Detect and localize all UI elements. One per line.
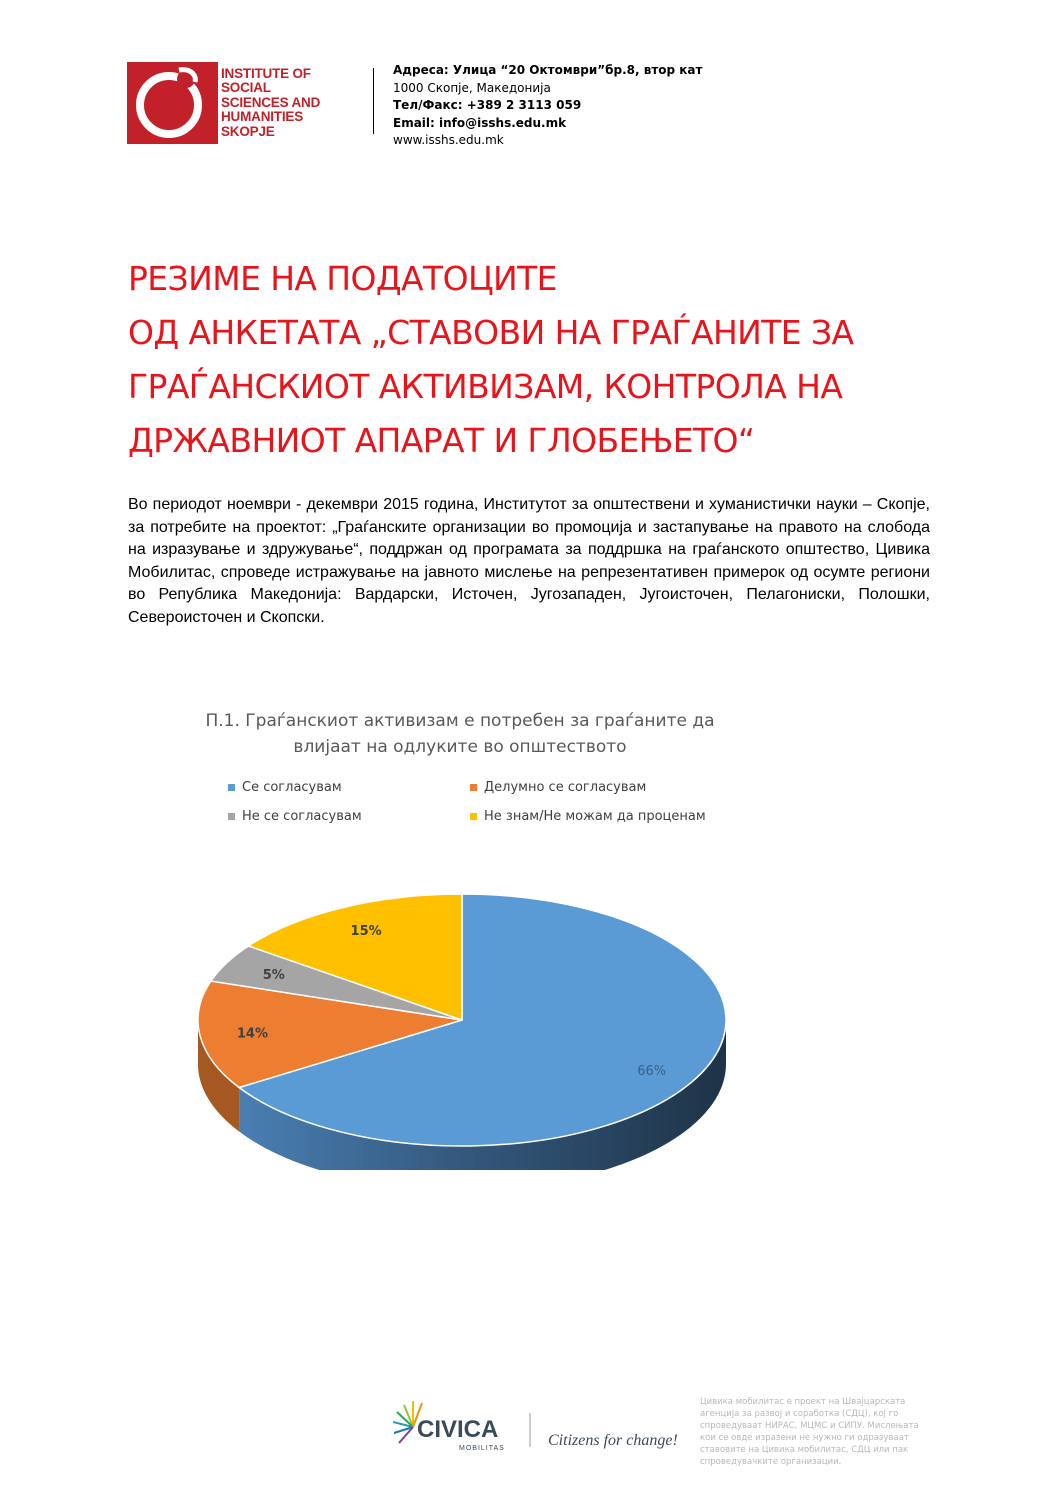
legend-item-disagree xyxy=(228,809,362,824)
civica-wordmark: CIVICA xyxy=(417,1416,499,1443)
legend-swatch xyxy=(228,813,235,820)
email-link[interactable]: Email: info@isshs.edu.mk xyxy=(393,115,567,130)
legend-swatch xyxy=(228,784,235,791)
slogan: Citizens for change! xyxy=(548,1432,678,1449)
contact-block xyxy=(393,62,702,150)
header-divider xyxy=(373,68,374,134)
title-line: РЕЗИМЕ НА ПОДАТОЦИТЕ xyxy=(128,259,557,298)
legend-item-partly-agree xyxy=(470,780,646,795)
title-line: ДРЖАВНИОТ АПАРАТ И ГЛОБЕЊЕТО“ xyxy=(128,421,755,460)
pie-chart xyxy=(180,870,760,1170)
legend-swatch xyxy=(470,813,477,820)
title-line: ГРАЃАНСКИОТ АКТИВИЗАМ, КОНТРОЛА НА xyxy=(128,367,843,406)
pie-tops xyxy=(198,894,726,1146)
document-title xyxy=(128,252,928,468)
city-line: 1000 Скопје, Македонија xyxy=(393,80,551,95)
institute-logo-text xyxy=(218,62,344,144)
slice-agree-label: 66% xyxy=(637,1063,667,1079)
institute-logo-mark xyxy=(127,62,215,144)
slice-dont-know-label: 15% xyxy=(350,924,382,940)
slice-partly-agree-label: 14% xyxy=(236,1026,269,1042)
address-line: Адреса: Улица “20 Октомври”бр.8, втор кат xyxy=(393,63,703,77)
legend-label: Не се согласувам xyxy=(242,809,362,824)
civica-logo xyxy=(393,1395,693,1455)
legend-label: Се согласувам xyxy=(242,780,342,795)
legend-swatch xyxy=(470,784,477,791)
slice-disagree-label: 5% xyxy=(262,968,285,984)
footer-disclaimer: Цивика мобилитас е проект на Швајцарската агенција за развој и соработка (СДЦ), кој го спроведуваат НИРAС, МЦМС и СИПУ. Мислењата кои се овде изразени не нужно ги одразуваат ставовите на Цивика мобилитас, СДЦ или пак спроведувачките организации. xyxy=(700,1397,919,1467)
phone-line: Тел/Факс: +389 2 3113 059 xyxy=(393,98,582,112)
website-link[interactable]: www.isshs.edu.mk xyxy=(393,133,504,147)
logo-line: SOCIAL xyxy=(221,80,271,96)
logo-line: SCIENCES AND xyxy=(221,94,321,110)
title-line: ОД АНКЕТАТА „СТАВОВИ НА ГРАЃАНИТЕ ЗА xyxy=(128,313,854,352)
legend-label: Не знам/Не можам да проценам xyxy=(484,809,706,824)
logo-line: INSTITUTE OF xyxy=(221,65,311,81)
logo-line: HUMANITIES xyxy=(221,109,303,125)
chart-title-line: П.1. Граѓанскиот активизам е потребен за граѓаните да xyxy=(205,711,715,731)
intro-paragraph: Во периодот ноември - декември 2015 година, Институтот за општествени и хуманистички науки – Скопје, за потребите на проектот: „Граѓанските организации во промоција и застапување на правото на слобода на изразување и здружување“, поддржан од програмата за поддршка на граѓанското општество, Цивика Мобилитас, спроведе истражување на јавното мислење на репрезентативен примерок од осумте региони во Република Македонија: Вардарски, Источен, Југозападен, Југоисточен, Пелагониски, Полошки, Североисточен и Скопски. xyxy=(128,496,930,626)
chart-title xyxy=(180,708,740,760)
legend-label: Делумно се согласувам xyxy=(484,780,647,795)
legend-item-dont-know xyxy=(470,809,706,824)
legend-item-agree xyxy=(228,780,342,795)
mobilitas-wordmark: MOBILITAS xyxy=(459,1445,505,1452)
logo-line: SKOPJE xyxy=(221,123,275,139)
institute-logo xyxy=(127,62,344,144)
chart-title-line: влијаат на одлуките во општеството xyxy=(293,737,627,757)
